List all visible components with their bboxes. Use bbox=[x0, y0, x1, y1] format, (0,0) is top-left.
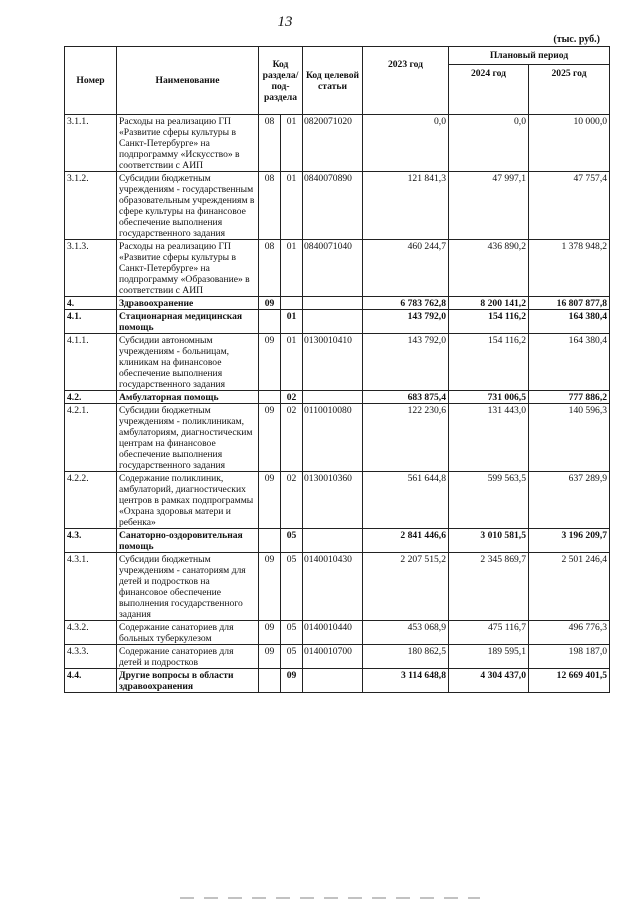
row-value-2023: 683 875,4 bbox=[363, 391, 449, 404]
row-value-2023: 122 230,6 bbox=[363, 404, 449, 472]
row-number: 4.2. bbox=[65, 391, 117, 404]
row-subsection: 05 bbox=[281, 553, 303, 621]
row-value-2023: 0,0 bbox=[363, 115, 449, 172]
row-section: 08 bbox=[259, 240, 281, 297]
row-value-2023: 3 114 648,8 bbox=[363, 669, 449, 693]
row-value-2023: 453 068,9 bbox=[363, 621, 449, 645]
row-target-code: 0140010700 bbox=[303, 645, 363, 669]
row-value-2024: 189 595,1 bbox=[449, 645, 529, 669]
table-header bbox=[65, 47, 610, 115]
row-value-2023: 6 783 762,8 bbox=[363, 297, 449, 310]
row-section: 08 bbox=[259, 172, 281, 240]
row-subsection: 01 bbox=[281, 240, 303, 297]
row-subsection bbox=[281, 297, 303, 310]
table-row bbox=[65, 404, 610, 472]
table-body bbox=[65, 115, 610, 693]
table-row bbox=[65, 669, 610, 693]
row-subsection: 02 bbox=[281, 472, 303, 529]
row-section: 09 bbox=[259, 621, 281, 645]
row-value-2025: 198 187,0 bbox=[529, 645, 610, 669]
row-value-2025: 164 380,4 bbox=[529, 310, 610, 334]
row-target-code: 0130010410 bbox=[303, 334, 363, 391]
row-value-2024: 436 890,2 bbox=[449, 240, 529, 297]
row-value-2024: 0,0 bbox=[449, 115, 529, 172]
table-row bbox=[65, 391, 610, 404]
row-number: 4.1.1. bbox=[65, 334, 117, 391]
table-row bbox=[65, 334, 610, 391]
row-subsection: 02 bbox=[281, 391, 303, 404]
row-target-code bbox=[303, 529, 363, 553]
row-number: 3.1.2. bbox=[65, 172, 117, 240]
row-number: 4.3.1. bbox=[65, 553, 117, 621]
row-value-2025: 16 807 877,8 bbox=[529, 297, 610, 310]
row-target-code bbox=[303, 669, 363, 693]
row-value-2025: 777 886,2 bbox=[529, 391, 610, 404]
row-target-code bbox=[303, 310, 363, 334]
row-number: 4.3.2. bbox=[65, 621, 117, 645]
row-subsection: 01 bbox=[281, 310, 303, 334]
row-section: 09 bbox=[259, 334, 281, 391]
row-name: Содержание санаториев для больных туберкулезом bbox=[117, 621, 259, 645]
row-value-2023: 121 841,3 bbox=[363, 172, 449, 240]
row-value-2023: 460 244,7 bbox=[363, 240, 449, 297]
table-row bbox=[65, 172, 610, 240]
header-name: Наименование bbox=[117, 47, 259, 115]
row-value-2024: 47 997,1 bbox=[449, 172, 529, 240]
row-value-2025: 12 669 401,5 bbox=[529, 669, 610, 693]
row-target-code bbox=[303, 391, 363, 404]
row-section bbox=[259, 669, 281, 693]
header-2023: 2023 год bbox=[363, 47, 449, 115]
row-value-2024: 131 443,0 bbox=[449, 404, 529, 472]
row-number: 3.1.1. bbox=[65, 115, 117, 172]
row-name: Содержание поликлиник, амбулаторий, диагностических центров в рамках подпрограммы «Охрана здоровья матери и ребенка» bbox=[117, 472, 259, 529]
table-row bbox=[65, 240, 610, 297]
row-section: 09 bbox=[259, 472, 281, 529]
row-number: 4.3.3. bbox=[65, 645, 117, 669]
row-name: Санаторно-оздоровительная помощь bbox=[117, 529, 259, 553]
table-row bbox=[65, 115, 610, 172]
row-name: Субсидии автономным учреждениям - больницам, клиникам на финансовое обеспечение выполнения государственного задания bbox=[117, 334, 259, 391]
row-target-code: 0820071020 bbox=[303, 115, 363, 172]
row-number: 4.4. bbox=[65, 669, 117, 693]
row-name: Субсидии бюджетным учреждениям - государственным образовательным учреждениям в сфере культуры на финансовое обеспечение выполнения государственного задания bbox=[117, 172, 259, 240]
row-number: 4.2.2. bbox=[65, 472, 117, 529]
row-name: Содержание санаториев для детей и подростков bbox=[117, 645, 259, 669]
row-value-2025: 637 289,9 bbox=[529, 472, 610, 529]
row-subsection: 01 bbox=[281, 115, 303, 172]
row-value-2025: 47 757,4 bbox=[529, 172, 610, 240]
row-subsection: 05 bbox=[281, 621, 303, 645]
table-row bbox=[65, 297, 610, 310]
row-name: Здравоохранение bbox=[117, 297, 259, 310]
row-number: 4.1. bbox=[65, 310, 117, 334]
row-value-2025: 164 380,4 bbox=[529, 334, 610, 391]
row-section: 08 bbox=[259, 115, 281, 172]
row-value-2024: 731 006,5 bbox=[449, 391, 529, 404]
row-section: 09 bbox=[259, 404, 281, 472]
header-target-code: Код целевой статьи bbox=[303, 47, 363, 115]
table-row bbox=[65, 621, 610, 645]
row-subsection: 02 bbox=[281, 404, 303, 472]
row-value-2025: 10 000,0 bbox=[529, 115, 610, 172]
table-row bbox=[65, 310, 610, 334]
row-value-2024: 8 200 141,2 bbox=[449, 297, 529, 310]
row-section bbox=[259, 310, 281, 334]
row-section: 09 bbox=[259, 645, 281, 669]
row-value-2023: 2 841 446,6 bbox=[363, 529, 449, 553]
row-section bbox=[259, 529, 281, 553]
row-number: 4. bbox=[65, 297, 117, 310]
row-name: Субсидии бюджетным учреждениям - поликлиникам, амбулаториям, диагностическим центрам на финансовое обеспечение выполнения государственного задания bbox=[117, 404, 259, 472]
row-value-2023: 180 862,5 bbox=[363, 645, 449, 669]
row-value-2024: 154 116,2 bbox=[449, 334, 529, 391]
row-value-2025: 496 776,3 bbox=[529, 621, 610, 645]
row-value-2023: 143 792,0 bbox=[363, 310, 449, 334]
row-name: Другие вопросы в области здравоохранения bbox=[117, 669, 259, 693]
row-name: Расходы на реализацию ГП «Развитие сферы культуры в Санкт-Петербурге» на подпрограмму «Образование» в соответствии с АИП bbox=[117, 240, 259, 297]
table-row bbox=[65, 553, 610, 621]
row-value-2025: 2 501 246,4 bbox=[529, 553, 610, 621]
budget-table bbox=[64, 46, 610, 693]
row-section bbox=[259, 391, 281, 404]
header-number: Номер bbox=[65, 47, 117, 115]
row-subsection: 05 bbox=[281, 645, 303, 669]
table-row bbox=[65, 529, 610, 553]
row-value-2024: 475 116,7 bbox=[449, 621, 529, 645]
row-target-code: 0840070890 bbox=[303, 172, 363, 240]
row-value-2025: 140 596,3 bbox=[529, 404, 610, 472]
row-target-code: 0140010430 bbox=[303, 553, 363, 621]
row-number: 3.1.3. bbox=[65, 240, 117, 297]
row-name: Расходы на реализацию ГП «Развитие сферы культуры в Санкт-Петербурге» на подпрограмму «Искусство» в соответствии с АИП bbox=[117, 115, 259, 172]
row-value-2024: 4 304 437,0 bbox=[449, 669, 529, 693]
row-value-2024: 599 563,5 bbox=[449, 472, 529, 529]
row-target-code: 0130010360 bbox=[303, 472, 363, 529]
table-row bbox=[65, 472, 610, 529]
row-subsection: 01 bbox=[281, 172, 303, 240]
row-target-code: 0110010080 bbox=[303, 404, 363, 472]
row-target-code: 0840071040 bbox=[303, 240, 363, 297]
row-name: Стационарная медицинская помощь bbox=[117, 310, 259, 334]
row-section: 09 bbox=[259, 553, 281, 621]
row-value-2024: 2 345 869,7 bbox=[449, 553, 529, 621]
row-value-2024: 3 010 581,5 bbox=[449, 529, 529, 553]
row-number: 4.3. bbox=[65, 529, 117, 553]
row-section: 09 bbox=[259, 297, 281, 310]
row-value-2023: 2 207 515,2 bbox=[363, 553, 449, 621]
row-subsection: 09 bbox=[281, 669, 303, 693]
row-value-2023: 561 644,8 bbox=[363, 472, 449, 529]
header-planned-period: Плановый период bbox=[449, 47, 610, 65]
row-name: Амбулаторная помощь bbox=[117, 391, 259, 404]
header-section-code: Код раздела/ под- раздела bbox=[259, 47, 303, 115]
units-label: (тыс. руб.) bbox=[553, 34, 600, 45]
row-name: Субсидии бюджетным учреждениям - санаториям для детей и подростков на финансовое обеспечение выполнения государственного задания bbox=[117, 553, 259, 621]
row-value-2025: 1 378 948,2 bbox=[529, 240, 610, 297]
table-row bbox=[65, 645, 610, 669]
scan-artifact bbox=[180, 897, 480, 899]
row-target-code: 0140010440 bbox=[303, 621, 363, 645]
row-value-2025: 3 196 209,7 bbox=[529, 529, 610, 553]
page-number: 13 bbox=[277, 14, 293, 30]
row-value-2024: 154 116,2 bbox=[449, 310, 529, 334]
header-2025: 2025 год bbox=[529, 65, 610, 115]
row-number: 4.2.1. bbox=[65, 404, 117, 472]
header-2024: 2024 год bbox=[449, 65, 529, 115]
row-value-2023: 143 792,0 bbox=[363, 334, 449, 391]
row-subsection: 05 bbox=[281, 529, 303, 553]
row-subsection: 01 bbox=[281, 334, 303, 391]
row-target-code bbox=[303, 297, 363, 310]
